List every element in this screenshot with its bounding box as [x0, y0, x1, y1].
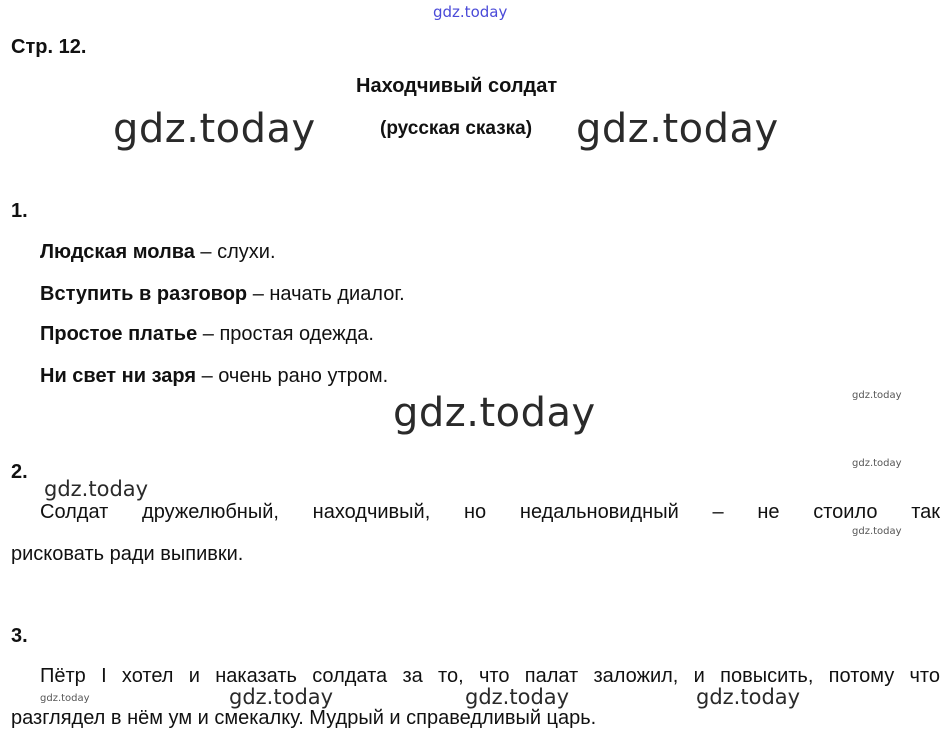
watermark-small-3: gdz.today [852, 526, 902, 537]
watermark-mid-bottom-1: gdz.today [229, 685, 334, 709]
definition-item [40, 283, 405, 306]
section-3-number: 3. [11, 625, 28, 647]
page-subtitle: (русская сказка) [380, 118, 533, 139]
definition-meaning: – начать диалог. [247, 283, 405, 305]
watermark-big-left: gdz.today [113, 106, 316, 152]
section-2-line-2: рисковать ради выпивки. [11, 543, 244, 565]
definition-meaning: – слухи. [194, 241, 276, 263]
watermark-mid-left: gdz.today [44, 477, 149, 501]
page-title: Находчивый солдат [356, 75, 558, 97]
definition-term: Простое платье [40, 323, 198, 345]
definition-item [40, 241, 276, 264]
definition-meaning: – простая одежда. [197, 323, 374, 345]
section-2-line-1: Солдат дружелюбный, находчивый, но недальновидный – не стоило так [40, 501, 940, 523]
watermark-small-2: gdz.today [852, 458, 902, 469]
watermark-small-1: gdz.today [852, 390, 902, 401]
section-2-number: 2. [11, 461, 28, 483]
watermark-mid-bottom-3: gdz.today [696, 685, 801, 709]
watermark-top: gdz.today [433, 3, 508, 21]
definition-term: Ни свет ни заря [40, 365, 197, 387]
definition-term: Вступить в разговор [40, 283, 248, 305]
watermark-mid-bottom-2: gdz.today [465, 685, 570, 709]
watermark-big-right: gdz.today [576, 106, 779, 152]
watermark-big-center: gdz.today [393, 390, 596, 436]
definition-term: Людская молва [40, 241, 195, 263]
definition-item [40, 365, 388, 388]
section-3-line-2: разглядел в нём ум и смекалку. Мудрый и справедливый царь. [11, 707, 597, 729]
section-1-number: 1. [11, 200, 28, 222]
watermark-small-bottom: gdz.today [40, 693, 90, 704]
section-3-line-1: Пётр I хотел и наказать солдата за то, что палат заложил, и повысить, потому что [40, 665, 940, 687]
definition-meaning: – очень рано утром. [196, 365, 389, 387]
definition-item [40, 323, 374, 346]
page-label: Стр. 12. [11, 36, 87, 58]
